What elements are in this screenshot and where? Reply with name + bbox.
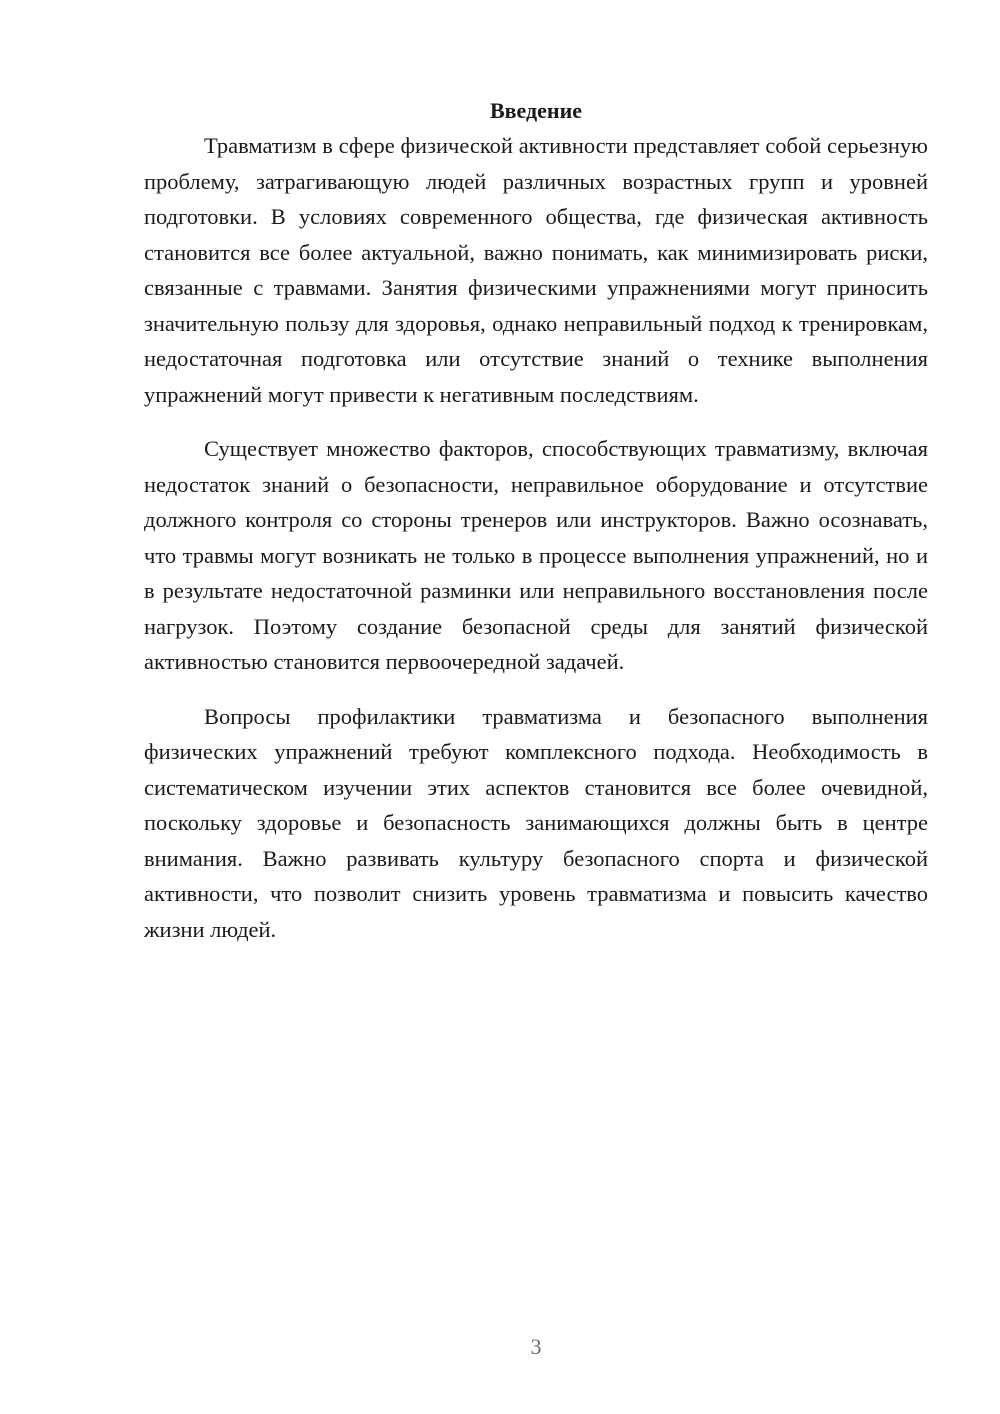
section-title: Введение <box>489 98 583 123</box>
page-content <box>144 96 928 947</box>
paragraph: Существует множество факторов, способствующих травматизму, включая недостаток знаний о безопасности, неправильное оборудование и отсутствие должного контроля со стороны тренеров или инструкторов. Важно осознавать, что травмы могут возникать не только в процессе выполнения упражнений, но и в результате недостаточной разминки или неправильного восстановления после нагрузок. Поэтому создание безопасной среды для занятий физической активностью становится первоочередной задачей. <box>144 436 928 674</box>
page-number: 3 <box>530 1334 542 1359</box>
paragraph: Вопросы профилактики травматизма и безопасного выполнения физических упражнений требуют комплексного подхода. Необходимость в систематическом изучении этих аспектов становится все более очевидной, поскольку здоровье и безопасность занимающихся должны быть в центре внимания. Важно развивать культуру безопасного спорта и физической активности, что позволит снизить уровень травматизма и повысить качество жизни людей. <box>144 703 928 942</box>
paragraph: Травматизм в сфере физической активности представляет собой серьезную проблему, затрагивающую людей различных возрастных групп и уровней подготовки. В условиях современного общества, где физическая активность становится все более актуальной, важно понимать, как минимизировать риски, связанные с травмами. Занятия физическими упражнениями могут приносить значительную пользу для здоровья, однако неправильный подход к тренировкам, недостаточная подготовка или отсутствие знаний о технике выполнения упражнений могут привести к негативным последствиям. <box>144 133 928 407</box>
